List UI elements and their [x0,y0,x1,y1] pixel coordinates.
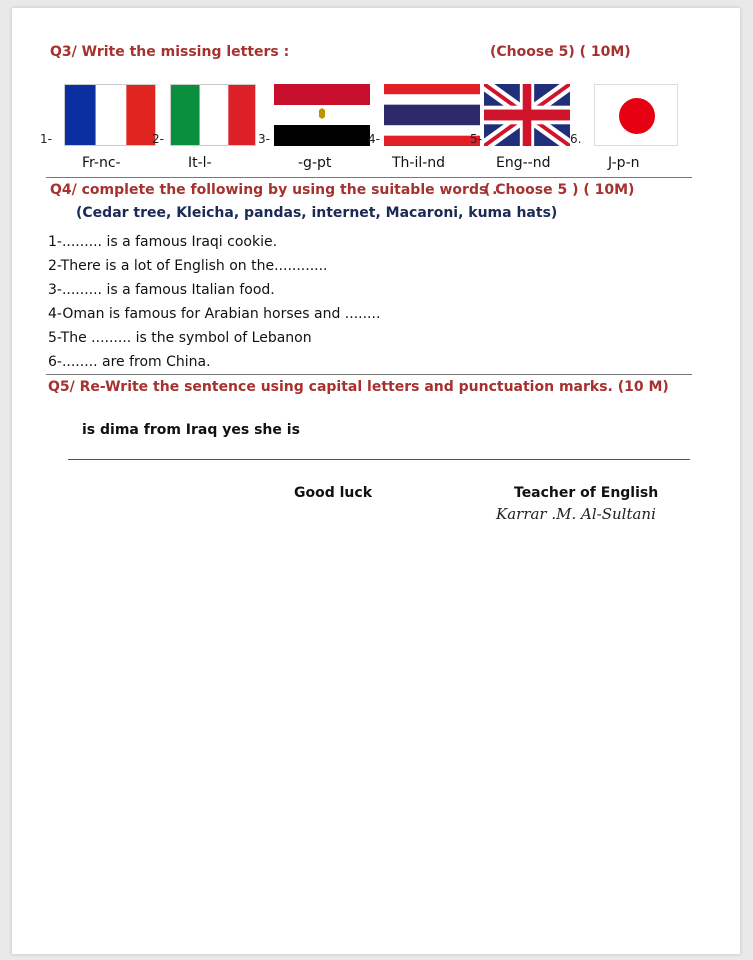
q4-item: 2-There is a lot of English on the............ [48,258,328,274]
flag-number: 4- [368,132,380,146]
missing-word-england: Eng--nd [496,155,551,171]
q5-sentence: is dima from Iraq yes she is [82,422,300,438]
missing-word-thailand: Th-il-nd [392,155,446,171]
japan-flag-icon [594,84,678,146]
word-bank: (Cedar tree, Kleicha, pandas, internet, Macaroni, kuma hats) [76,205,558,221]
q4-item: 3-......... is a famous Italian food. [48,282,275,298]
q4-choose-label: ( Choose 5 ) ( 10M) [484,182,635,198]
q5-title: Q5/ Re-Write the sentence using capital letters and punctuation marks. (10 M) [48,379,669,395]
q4-item: 6-........ are from China. [48,354,211,370]
flag-number: 5- [470,132,482,146]
answer-line [68,459,690,460]
flag-number: 1- [40,132,52,146]
worksheet-page [12,8,740,954]
uk-flag-icon [484,84,570,146]
thailand-flag-icon [384,84,480,146]
missing-word-egypt: -g-pt [298,155,332,171]
good-luck: Good luck [294,485,372,501]
italy-flag-icon [170,84,256,146]
q4-item: 4-Oman is famous for Arabian horses and ........ [48,306,381,322]
teacher-role: Teacher of English [514,485,659,501]
flag-number: 6. [570,132,582,146]
flag-number: 2- [152,132,164,146]
france-flag-icon [64,84,156,146]
missing-word-japan: J-p-n [608,155,640,171]
missing-word-france: Fr-nc- [82,155,121,171]
q4-item: 1-......... is a famous Iraqi cookie. [48,234,278,250]
q3-title: Q3/ Write the missing letters : [50,44,290,60]
missing-word-italy: It-l- [188,155,212,171]
q4-title: Q4/ complete the following by using the suitable words . [50,182,498,198]
flag-number: 3- [258,132,270,146]
q3-choose-label: (Choose 5) ( 10M) [490,44,631,60]
divider [46,374,692,375]
egypt-flag-icon [274,84,370,146]
q4-item: 5-The ......... is the symbol of Lebanon [48,330,312,346]
teacher-name: Karrar .M. Al-Sultani [496,505,656,523]
divider [46,177,692,178]
